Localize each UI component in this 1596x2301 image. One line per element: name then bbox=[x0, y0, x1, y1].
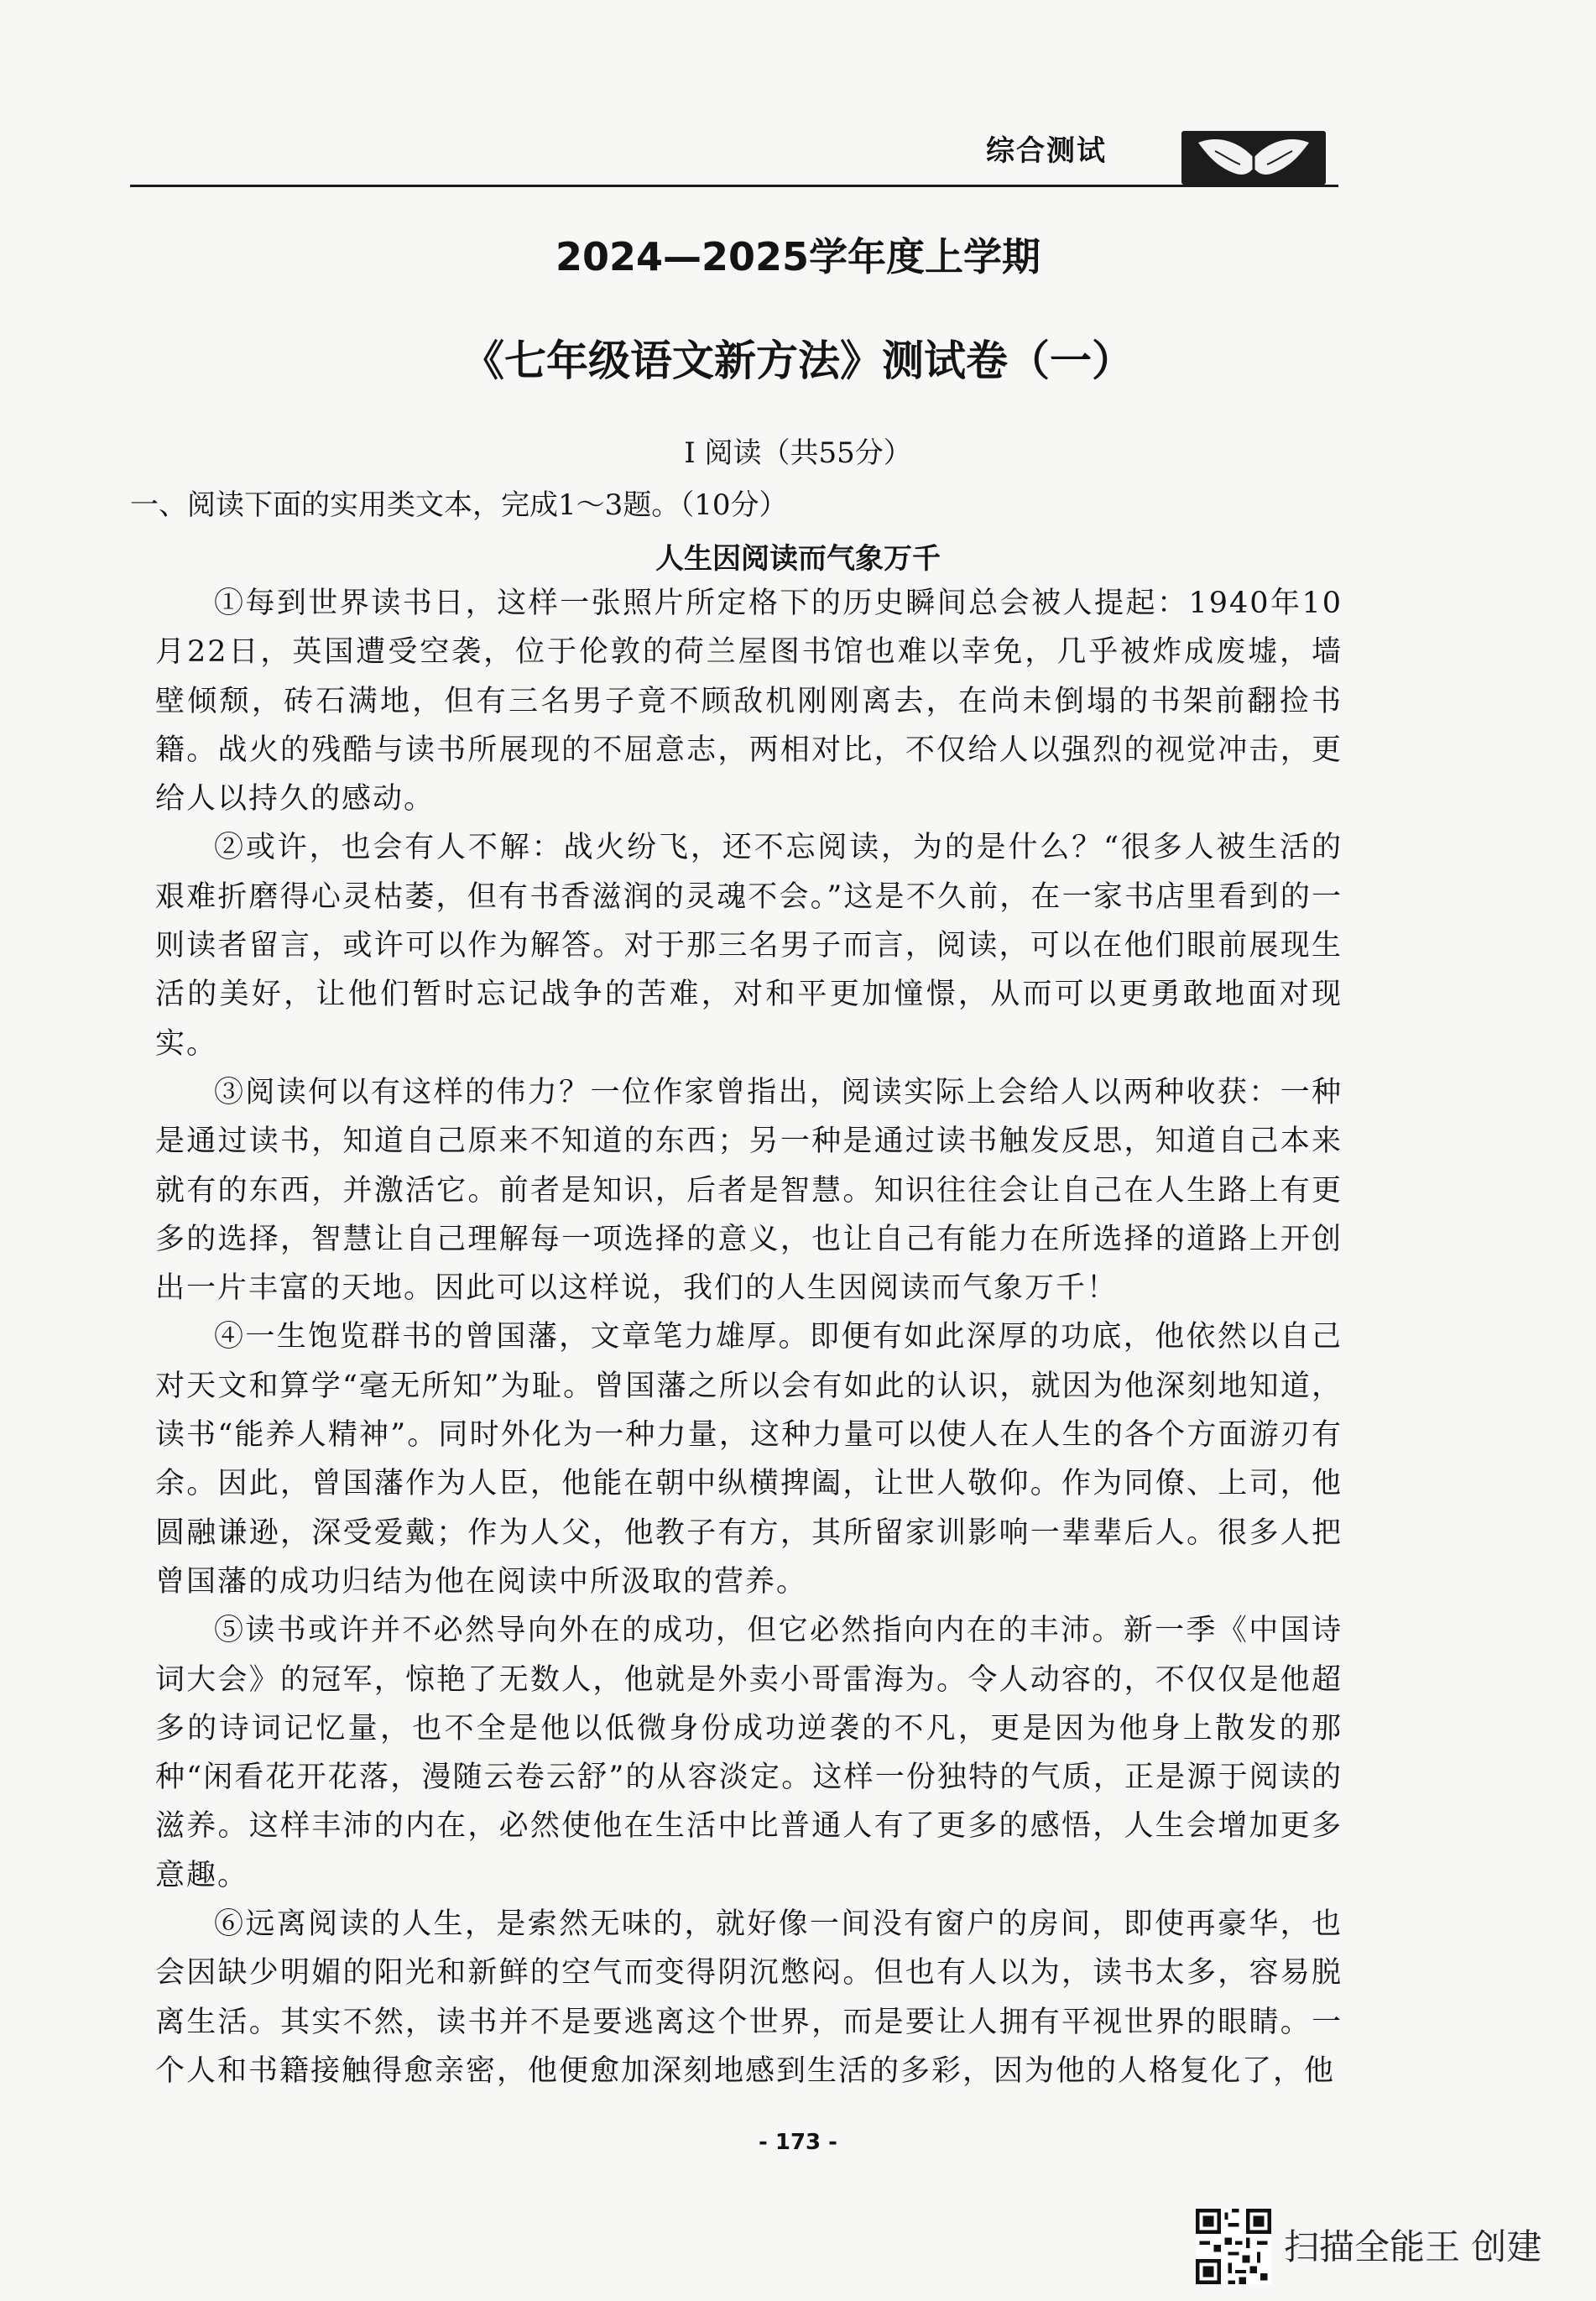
paragraph-6: ⑥远离阅读的人生，是索然无味的，就好像一间没有窗户的房间，即使再豪华，也会因缺少明媚的阳光和新鲜的空气而变得阴沉憋闷。但也有人以为，读书太多，容易脱离生活。其实不然，读书并不是要逃离这个世界，而是要让人拥有平视世界的眼睛。一个人和书籍接触得愈亲密，他便愈加深刻地感到生活的多彩，因为他的人格复化了，他 bbox=[155, 1907, 1343, 2088]
header-divider bbox=[130, 185, 1338, 187]
page-number: - 173 - bbox=[759, 2130, 837, 2155]
butterfly-logo-icon bbox=[1181, 131, 1326, 185]
scanner-watermark: 扫描全能王 创建 bbox=[1284, 2226, 1542, 2267]
paragraph-2: ②或许，也会有人不解：战火纷飞，还不忘阅读，为的是什么？“很多人被生活的艰难折磨得心灵枯萎，但有书香滋润的灵魂不会。”这是不久前，在一家书店里看到的一则读者留言，或许可以作为解答。对于那三名男子而言，阅读，可以在他们眼前展现生活的美好，让他们暂时忘记战争的苦难，对和平更加憧憬，从而可以更勇敢地面对现实。 bbox=[155, 831, 1343, 1061]
paragraph-1: ①每到世界读书日，这样一张照片所定格下的历史瞬间总会被人提起：1940年10月22日，英国遭受空袭，位于伦敦的荷兰屋图书馆也难以幸免，几乎被炸成废墟，墙壁倾颓，砖石满地，但有三名男子竟不顾敌机刚刚离去，在尚未倒塌的书架前翻捡书籍。战火的残酷与读书所展现的不屈意志，两相对比，不仅给人以强烈的视觉冲击，更给人以持久的感动。 bbox=[155, 587, 1343, 817]
exam-title-year: 2024—2025学年度上学期 bbox=[555, 234, 1041, 279]
qr-code-icon bbox=[1196, 2209, 1271, 2284]
paragraph-3: ③阅读何以有这样的伟力？一位作家曾指出，阅读实际上会给人以两种收获：一种是通过读书，知道自己原来不知道的东西；另一种是通过读书触发反思，知道自己本来就有的东西，并激活它。前者是知识，后者是智慧。知识往往会让自己在人生路上有更多的选择，智慧让自己理解每一项选择的意义，也让自己有能力在所选择的道路上开创出一片丰富的天地。因此可以这样说，我们的人生因阅读而气象万千！ bbox=[155, 1075, 1343, 1306]
section-label: 综合测试 bbox=[986, 134, 1107, 168]
article-title: 人生因阅读而气象万千 bbox=[655, 542, 941, 576]
article-body bbox=[155, 579, 1343, 2095]
section-heading: Ⅰ 阅读（共55分） bbox=[684, 436, 912, 470]
paragraph-4: ④一生饱览群书的曾国藩，文章笔力雄厚。即便有如此深厚的功底，他依然以自己对天文和算学“毫无所知”为耻。曾国藩之所以会有如此的认识，就因为他深刻地知道，读书“能养人精神”。同时外化为一种力量，这种力量可以使人在人生的各个方面游刃有余。因此，曾国藩作为人臣，他能在朝中纵横捭阖，让世人敬仰。作为同僚、上司，他圆融谦逊，深受爱戴；作为人父，他教子有方，其所留家训影响一辈辈后人。很多人把曾国藩的成功归结为他在阅读中所汲取的营养。 bbox=[155, 1320, 1343, 1599]
question-heading: 一、阅读下面的实用类文本，完成1～3题。（10分） bbox=[130, 488, 788, 522]
exam-title: 《七年级语文新方法》测试卷（一） bbox=[462, 337, 1134, 385]
paragraph-5: ⑤读书或许并不必然导向外在的成功，但它必然指向内在的丰沛。新一季《中国诗词大会》的冠军，惊艳了无数人，他就是外卖小哥雷海为。令人动容的，不仅仅是他超多的诗词记忆量，也不全是他以低微身份成功逆袭的不凡，更是因为他身上散发的那种“闲看花开花落，漫随云卷云舒”的从容淡定。这样一份独特的气质，正是源于阅读的滋养。这样丰沛的内在，必然使他在生活中比普通人有了更多的感悟，人生会增加更多意趣。 bbox=[155, 1614, 1343, 1892]
